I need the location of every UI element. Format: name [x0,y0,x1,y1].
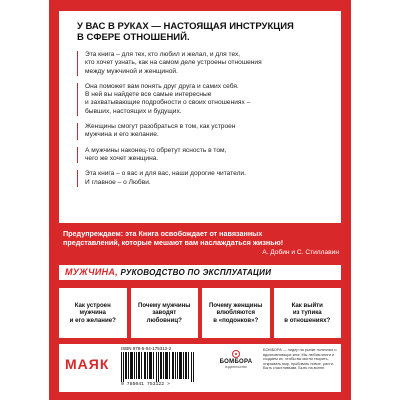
related-books [59,288,341,338]
barcode-number: 9 785041 753122 > [121,382,170,387]
isbn: ISBN 978-5-04-175312-2 [121,346,172,351]
related-book-card: Как выйти из тупика в отношениях? [274,288,342,338]
paragraph: А мужчины наконец-то обретут ясность в том, чего же хочет женщина. [77,147,329,164]
series-title-highlight: МУЖЧИНА, [65,267,119,277]
paragraph: Эта книга – для тех, кто любил и желал, и для тех, кто хочет узнать, как на самом деле устроены отношения между мужчиной и женщиной. [77,51,329,76]
description-panel [59,11,341,223]
paragraph: Эта книга – о вас и для вас, наши дорогие читатели. И главное – о Любви. [77,170,329,187]
publisher-logo: БОМБОРА издательство [211,350,261,369]
publisher-icon [232,350,240,358]
footer [59,344,341,392]
mayak-logo: МАЯК [65,356,110,372]
related-book-card: Почему женщины влюбляются в «подонков»? [202,288,270,338]
headline: У ВАС В РУКАХ — НАСТОЯЩАЯ ИНСТРУКЦИЯ В СФЕРЕ ОТНОШЕНИЙ. [77,21,294,43]
publisher-description: БОМБОРА — лидер на рынке полезных и вдохновляющих книг. Мы любим книги и создаем их, чтобы вы могли творить, открывать мир, пробовать новое, расти. Быть счастливыми. Быть на волне. [263,348,337,371]
authors: А. Добин и С. Стиллавин [262,249,339,256]
series-title [59,265,341,280]
paragraph: Женщины смогут разобраться в том, как устроен мужчина и его желание. [77,123,329,140]
paragraph: Она поможет вам понять друг друга и самих себя. В ней вы найдете все самые интересные и захватывающие подробности о своих отношениях – бывших, настоящих и будущих. [77,83,329,116]
series-title-rest: РУКОВОДСТВО ПО ЭКСПЛУАТАЦИИ [118,268,272,277]
related-book-card: Как устроен мужчина и его желание? [59,288,127,338]
barcode [121,352,195,382]
warning-text: Предупреждаем: эта Книга освобождает от навязанных представлений, которые мешают вам наслаждаться жизнью! [63,229,284,247]
related-book-card: Почему мужчины заводят любовниц? [131,288,199,338]
